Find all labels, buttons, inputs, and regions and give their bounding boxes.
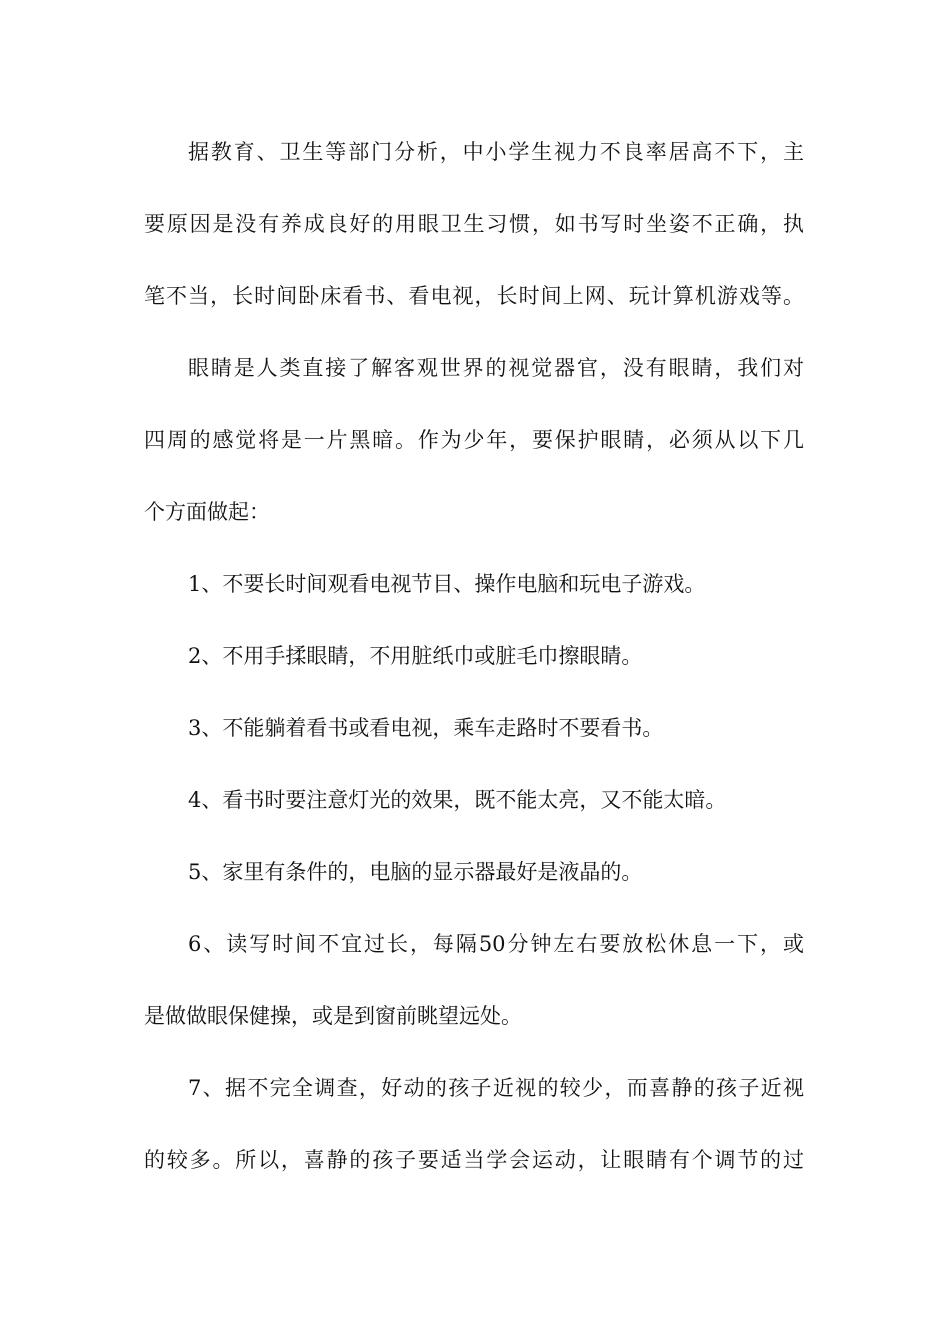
paragraph-2-line-2: 四周的感觉将是一片黑暗。作为少年，要保护眼睛，必须从以下几 — [144, 428, 804, 452]
list-item-2: 2、不用手揉眼睛，不用脏纸巾或脏毛巾擦眼睛。 — [188, 644, 643, 668]
paragraph-1-line-3: 笔不当，长时间卧床看书、看电视，长时间上网、玩计算机游戏等。 — [144, 284, 804, 308]
list-item-7-line-1: 7、据不完全调查，好动的孩子近视的较少，而喜静的孩子近视 — [188, 1076, 804, 1100]
document-body — [144, 126, 804, 1206]
list-item-6-line-2: 是做做眼保健操，或是到窗前眺望远处。 — [144, 1004, 522, 1028]
list-item-7-line-2: 的较多。所以，喜静的孩子要适当学会运动，让眼睛有个调节的过 — [144, 1148, 804, 1172]
paragraph-1-line-2: 要原因是没有养成良好的用眼卫生习惯，如书写时坐姿不正确，执 — [144, 212, 804, 236]
list-item-4: 4、看书时要注意灯光的效果，既不能太亮，又不能太暗。 — [188, 788, 727, 812]
list-item-6-line-1: 6、读写时间不宜过长，每隔50分钟左右要放松休息一下，或 — [188, 932, 804, 956]
paragraph-2-line-1: 眼睛是人类直接了解客观世界的视觉器官，没有眼睛，我们对 — [188, 356, 804, 380]
list-item-5: 5、家里有条件的，电脑的显示器最好是液晶的。 — [188, 860, 643, 884]
list-item-3: 3、不能躺着看书或看电视，乘车走路时不要看书。 — [188, 716, 664, 740]
paragraph-2-line-3: 个方面做起： — [144, 500, 270, 524]
list-item-1: 1、不要长时间观看电视节目、操作电脑和玩电子游戏。 — [188, 572, 706, 596]
paragraph-1-line-1: 据教育、卫生等部门分析，中小学生视力不良率居高不下，主 — [188, 140, 804, 164]
